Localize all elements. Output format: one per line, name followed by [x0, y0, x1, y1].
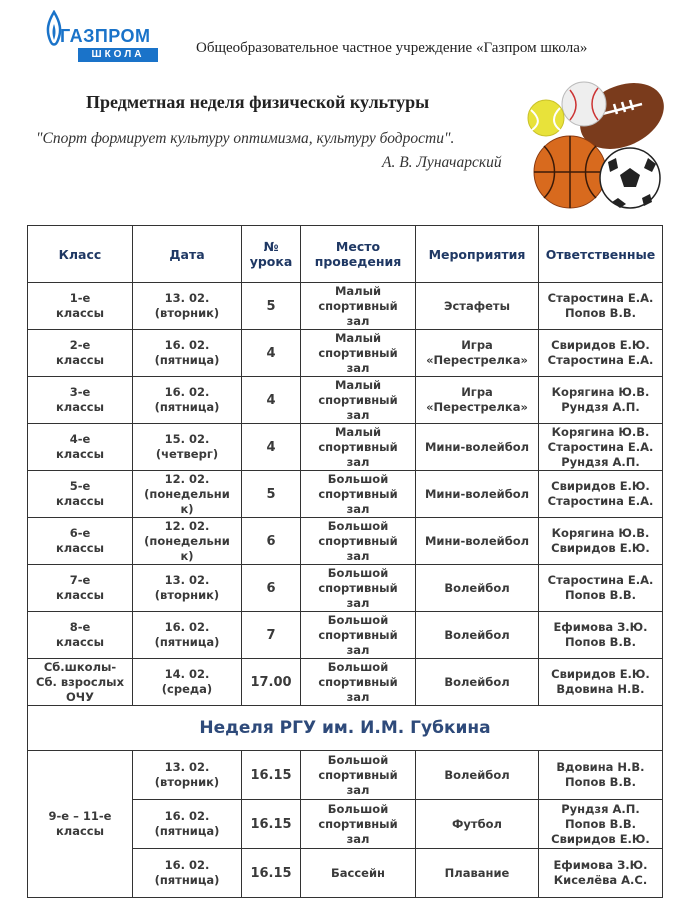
table-row — [28, 283, 663, 330]
cell-lesson: 4 — [242, 424, 301, 471]
cell-lesson: 16.15 — [242, 751, 301, 800]
cell-responsible: Старостина Е.А. Попов В.В. — [539, 565, 663, 612]
table-row — [28, 659, 663, 706]
gazprom-school-logo — [40, 8, 160, 64]
table-row — [28, 518, 663, 565]
cell-event: Волейбол — [416, 659, 539, 706]
cell-lesson: 4 — [242, 377, 301, 424]
cell-lesson: 5 — [242, 471, 301, 518]
cell-event: Плавание — [416, 849, 539, 898]
cell-date: 12. 02. (понедельни к) — [133, 471, 242, 518]
cell-event: Эстафеты — [416, 283, 539, 330]
cell-event: Волейбол — [416, 565, 539, 612]
cell-responsible: Свиридов Е.Ю. Старостина Е.А. — [539, 330, 663, 377]
cell-class: 6-е классы — [28, 518, 133, 565]
schedule-table — [27, 225, 663, 898]
cell-class: 7-е классы — [28, 565, 133, 612]
cell-date: 13. 02. (вторник) — [133, 283, 242, 330]
table-row — [28, 424, 663, 471]
cell-place: Большой спортивный зал — [301, 471, 416, 518]
cell-event: Волейбол — [416, 612, 539, 659]
cell-event: Волейбол — [416, 751, 539, 800]
logo-brand-text: ГАЗПРОМ — [60, 26, 151, 46]
page-title: Предметная неделя физической культуры — [86, 92, 430, 112]
table-row — [28, 612, 663, 659]
sports-balls-illustration — [522, 74, 667, 214]
cell-class: 1-е классы — [28, 283, 133, 330]
week-title: Неделя РГУ им. И.М. Губкина — [28, 706, 663, 751]
table-header-row — [28, 226, 663, 283]
cell-event: Игра «Перестрелка» — [416, 330, 539, 377]
cell-lesson: 4 — [242, 330, 301, 377]
tennis-ball — [528, 100, 564, 136]
cell-class: 8-е классы — [28, 612, 133, 659]
cell-place: Малый спортивный зал — [301, 424, 416, 471]
header-place: Место проведения — [301, 226, 416, 283]
cell-event: Мини-волейбол — [416, 471, 539, 518]
cell-place: Большой спортивный зал — [301, 800, 416, 849]
cell-class: 9-е – 11-е классы — [28, 751, 133, 898]
cell-date: 15. 02. (четверг) — [133, 424, 242, 471]
cell-date: 16. 02. (пятница) — [133, 612, 242, 659]
cell-date: 12. 02. (понедельни к) — [133, 518, 242, 565]
cell-date: 13. 02. (вторник) — [133, 751, 242, 800]
cell-place: Малый спортивный зал — [301, 330, 416, 377]
cell-responsible: Старостина Е.А. Попов В.В. — [539, 283, 663, 330]
cell-place: Большой спортивный зал — [301, 565, 416, 612]
cell-lesson: 7 — [242, 612, 301, 659]
organization-name: Общеобразовательное частное учреждение «Газпром школа» — [196, 40, 588, 56]
cell-responsible: Корягина Ю.В. Старостина Е.А. Рундзя А.П. — [539, 424, 663, 471]
table-row — [28, 330, 663, 377]
cell-event: Мини-волейбол — [416, 424, 539, 471]
table-row — [28, 471, 663, 518]
cell-place: Малый спортивный зал — [301, 377, 416, 424]
cell-place: Большой спортивный зал — [301, 612, 416, 659]
logo-school-text: ШКОЛА — [78, 48, 158, 62]
cell-place: Малый спортивный зал — [301, 283, 416, 330]
table-row — [28, 751, 663, 800]
week-title-row — [28, 706, 663, 751]
cell-event: Мини-волейбол — [416, 518, 539, 565]
cell-lesson: 6 — [242, 518, 301, 565]
cell-date: 16. 02. (пятница) — [133, 377, 242, 424]
cell-lesson: 17.00 — [242, 659, 301, 706]
cell-class: 5-е классы — [28, 471, 133, 518]
cell-responsible: Корягина Ю.В. Рундзя А.П. — [539, 377, 663, 424]
cell-date: 16. 02. (пятница) — [133, 330, 242, 377]
cell-lesson: 16.15 — [242, 849, 301, 898]
header-lesson: № урока — [242, 226, 301, 283]
cell-class: 3-е классы — [28, 377, 133, 424]
cell-place: Большой спортивный зал — [301, 518, 416, 565]
header-events: Мероприятия — [416, 226, 539, 283]
header-date: Дата — [133, 226, 242, 283]
cell-responsible: Корягина Ю.В. Свиридов Е.Ю. — [539, 518, 663, 565]
cell-place: Большой спортивный зал — [301, 751, 416, 800]
cell-event: Футбол — [416, 800, 539, 849]
quote-author: А. В. Луначарский — [382, 154, 502, 171]
quote-text: "Спорт формирует культуру оптимизма, культуру бодрости". — [36, 130, 455, 147]
cell-class: 4-е классы — [28, 424, 133, 471]
cell-responsible: Свиридов Е.Ю. Старостина Е.А. — [539, 471, 663, 518]
cell-responsible: Рундзя А.П. Попов В.В. Свиридов Е.Ю. — [539, 800, 663, 849]
table-row — [28, 565, 663, 612]
cell-place: Большой спортивный зал — [301, 659, 416, 706]
cell-responsible: Ефимова З.Ю. Киселёва А.С. — [539, 849, 663, 898]
cell-class: Сб.школы- Сб. взрослых ОЧУ — [28, 659, 133, 706]
cell-responsible: Вдовина Н.В. Попов В.В. — [539, 751, 663, 800]
cell-responsible: Ефимова З.Ю. Попов В.В. — [539, 612, 663, 659]
cell-lesson: 6 — [242, 565, 301, 612]
baseball — [562, 82, 606, 126]
cell-date: 16. 02. (пятница) — [133, 800, 242, 849]
cell-date: 14. 02. (среда) — [133, 659, 242, 706]
cell-lesson: 5 — [242, 283, 301, 330]
cell-place: Бассейн — [301, 849, 416, 898]
cell-lesson: 16.15 — [242, 800, 301, 849]
cell-date: 13. 02. (вторник) — [133, 565, 242, 612]
cell-event: Игра «Перестрелка» — [416, 377, 539, 424]
header-class: Класс — [28, 226, 133, 283]
cell-date: 16. 02. (пятница) — [133, 849, 242, 898]
cell-responsible: Свиридов Е.Ю. Вдовина Н.В. — [539, 659, 663, 706]
header-responsible: Ответственные — [539, 226, 663, 283]
cell-class: 2-е классы — [28, 330, 133, 377]
table-row — [28, 377, 663, 424]
